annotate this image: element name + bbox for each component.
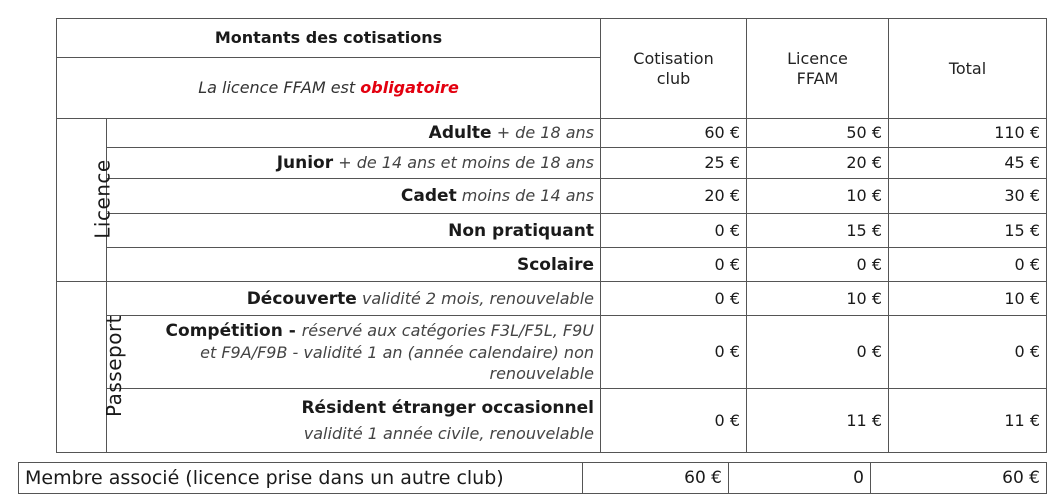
group-label-passeport — [57, 282, 127, 453]
group-label-passeport-text: Passeport — [102, 314, 127, 418]
licence-note-required: obligatoire — [360, 78, 459, 97]
club-fee: 0 € — [601, 389, 747, 453]
category-name: Adulte — [428, 123, 492, 143]
total-fee: 30 € — [889, 179, 1047, 214]
col-header-ffam-line2: FFAM — [796, 68, 839, 88]
total-fee: 45 € — [889, 148, 1047, 179]
category-detail: validité 1 année civile, renouvelable — [303, 423, 594, 443]
category-detail: + de 14 ans et moins de 18 ans — [338, 153, 594, 172]
category-name: Résident étranger occasionnel — [301, 397, 594, 418]
col-header-club-line1: Cotisation — [633, 48, 714, 68]
licence-note — [57, 58, 601, 119]
category-detail: moins de 14 ans — [461, 186, 594, 205]
category-name: Compétition — [165, 321, 283, 341]
ffam-fee: 0 — [729, 463, 871, 494]
club-fee: 0 € — [601, 316, 747, 389]
category-line-1 — [113, 320, 594, 342]
category-line-3 — [113, 363, 594, 384]
total-fee: 110 € — [889, 119, 1047, 148]
table-title: Montants des cotisations — [57, 19, 601, 58]
club-fee: 25 € — [601, 148, 747, 179]
ffam-fee: 15 € — [747, 214, 889, 248]
ffam-fee: 0 € — [747, 316, 889, 389]
total-fee: 10 € — [889, 282, 1047, 316]
club-fee: 0 € — [601, 248, 747, 282]
licence-note-text: La licence FFAM est — [198, 78, 356, 97]
category-cell — [107, 389, 601, 453]
col-header-total: Total — [889, 19, 1047, 119]
col-header-ffam — [747, 19, 889, 119]
category-cell — [107, 316, 601, 389]
table-row — [57, 119, 1047, 148]
header-row-title — [57, 19, 1047, 58]
category-detail: et F9A/F9B - validité 1 an (année calendaire) non — [200, 343, 594, 362]
table-row — [57, 248, 1047, 282]
ffam-fee: 50 € — [747, 119, 889, 148]
club-fee: 0 € — [601, 214, 747, 248]
table-row — [57, 179, 1047, 214]
ffam-fee: 20 € — [747, 148, 889, 179]
total-fee: 0 € — [889, 316, 1047, 389]
category-separator: - — [282, 321, 302, 341]
category-cell — [107, 248, 601, 282]
ffam-fee: 10 € — [747, 179, 889, 214]
category-cell — [107, 179, 601, 214]
category-name: Cadet — [400, 186, 457, 206]
category-name: Découverte — [246, 288, 357, 309]
table-row — [57, 282, 1047, 316]
total-fee: 0 € — [889, 248, 1047, 282]
category-cell — [107, 214, 601, 248]
col-header-ffam-line1: Licence — [787, 48, 848, 68]
associate-member-label: Membre associé (licence prise dans un autre club) — [19, 463, 583, 494]
category-detail: validité 2 mois, renouvelable — [361, 288, 594, 308]
category-name: Scolaire — [516, 254, 594, 275]
category-name: Non pratiquant — [448, 220, 594, 241]
category-line-2 — [113, 421, 594, 447]
category-detail: réservé aux catégories F3L/F5L, F9U — [301, 321, 594, 340]
group-label-licence-text: Licence — [90, 159, 115, 239]
club-fee: 60 € — [583, 463, 729, 494]
ffam-fee: 10 € — [747, 282, 889, 316]
associate-member-table — [18, 462, 1047, 494]
club-fee: 60 € — [601, 119, 747, 148]
table-row — [19, 463, 1047, 494]
category-cell — [107, 282, 601, 316]
table-row — [57, 316, 1047, 389]
table-row — [57, 214, 1047, 248]
ffam-fee: 0 € — [747, 248, 889, 282]
category-detail: + de 18 ans — [496, 123, 594, 142]
fees-table — [56, 18, 1047, 453]
table-row — [57, 148, 1047, 179]
group-label-licence — [57, 119, 115, 282]
category-name: Junior — [276, 153, 334, 173]
category-line-2 — [113, 342, 594, 363]
total-fee: 15 € — [889, 214, 1047, 248]
table-row — [57, 389, 1047, 453]
total-fee: 60 € — [871, 463, 1047, 494]
category-line-1 — [113, 395, 594, 421]
col-header-club-line2: club — [656, 68, 691, 88]
col-header-club — [601, 19, 747, 119]
club-fee: 20 € — [601, 179, 747, 214]
club-fee: 0 € — [601, 282, 747, 316]
ffam-fee: 11 € — [747, 389, 889, 453]
category-detail: renouvelable — [489, 364, 594, 383]
total-fee: 11 € — [889, 389, 1047, 453]
category-cell — [107, 148, 601, 179]
category-cell — [107, 119, 601, 148]
